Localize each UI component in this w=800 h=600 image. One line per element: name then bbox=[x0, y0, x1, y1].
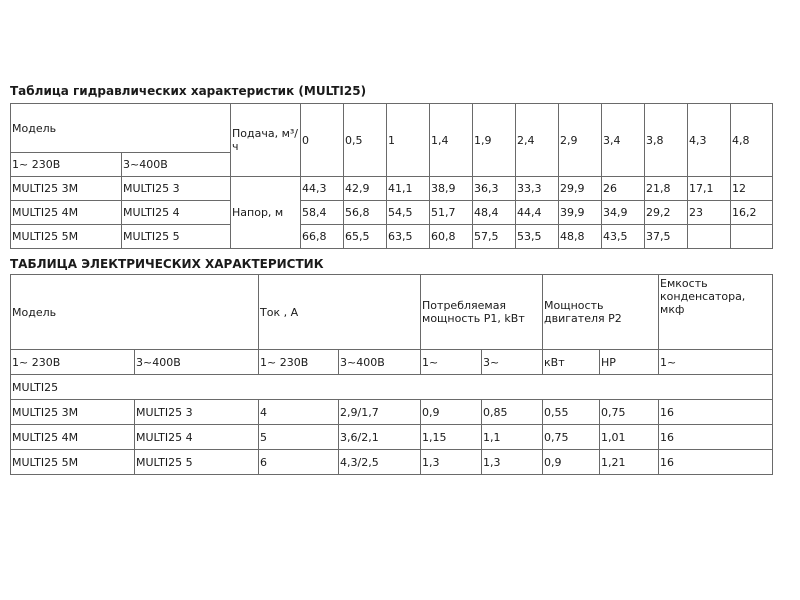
table-row bbox=[11, 225, 773, 249]
motor-hp: 0,75 bbox=[600, 400, 659, 425]
electrical-subheader-row bbox=[11, 350, 773, 375]
motor-hp: 1,01 bbox=[600, 425, 659, 450]
current-1ph-header: 1~ 230В bbox=[259, 350, 339, 375]
head-value: 12 bbox=[731, 177, 773, 201]
flow-value: 1,9 bbox=[473, 104, 516, 177]
head-value: 65,5 bbox=[344, 225, 387, 249]
hydraulic-table bbox=[10, 103, 773, 249]
group-label: MULTI25 bbox=[11, 375, 773, 400]
model-1ph: MULTI25 5M bbox=[11, 450, 135, 475]
head-value: 36,3 bbox=[473, 177, 516, 201]
table-row bbox=[11, 425, 773, 450]
power-header: Потребляемая мощность P1, kВт bbox=[421, 275, 543, 350]
capacitor-header: Емкость конденсатора, мкф bbox=[659, 275, 773, 350]
model-1ph: MULTI25 5M bbox=[11, 225, 122, 249]
current-1ph: 4 bbox=[259, 400, 339, 425]
head-value: 37,5 bbox=[645, 225, 688, 249]
electrical-header-row bbox=[11, 275, 773, 350]
three-phase-header: 3~400В bbox=[135, 350, 259, 375]
capacitor: 16 bbox=[659, 425, 773, 450]
current-3ph: 4,3/2,5 bbox=[339, 450, 421, 475]
flow-value: 4,8 bbox=[731, 104, 773, 177]
power-3ph-header: 3~ bbox=[482, 350, 543, 375]
model-3ph: MULTI25 4 bbox=[122, 201, 231, 225]
current-3ph-header: 3~400В bbox=[339, 350, 421, 375]
head-value: 44,3 bbox=[301, 177, 344, 201]
flow-header: Подача, м³/ч bbox=[231, 104, 301, 177]
head-value: 39,9 bbox=[559, 201, 602, 225]
head-value: 56,8 bbox=[344, 201, 387, 225]
model-header: Модель bbox=[11, 275, 259, 350]
model-1ph: MULTI25 4M bbox=[11, 201, 122, 225]
three-phase-header: 3~400В bbox=[122, 153, 231, 177]
model-3ph: MULTI25 5 bbox=[122, 225, 231, 249]
motor-power-header: Мощность двигателя P2 bbox=[543, 275, 659, 350]
flow-value: 4,3 bbox=[688, 104, 731, 177]
table-row bbox=[11, 201, 773, 225]
kw-header: кВт bbox=[543, 350, 600, 375]
hp-header: HP bbox=[600, 350, 659, 375]
model-3ph: MULTI25 4 bbox=[135, 425, 259, 450]
model-3ph: MULTI25 3 bbox=[122, 177, 231, 201]
head-label: Напор, м bbox=[231, 177, 301, 249]
head-value: 58,4 bbox=[301, 201, 344, 225]
head-value: 26 bbox=[602, 177, 645, 201]
motor-kw: 0,55 bbox=[543, 400, 600, 425]
power-1ph-header: 1~ bbox=[421, 350, 482, 375]
flow-value: 1 bbox=[387, 104, 430, 177]
model-header: Модель bbox=[11, 104, 231, 153]
group-row bbox=[11, 375, 773, 400]
power-1ph: 1,15 bbox=[421, 425, 482, 450]
hydraulic-table-title: Таблица гидравлических характеристик (MULTI25) bbox=[10, 84, 367, 98]
head-value: 53,5 bbox=[516, 225, 559, 249]
flow-value: 3,4 bbox=[602, 104, 645, 177]
head-value: 60,8 bbox=[430, 225, 473, 249]
motor-kw: 0,9 bbox=[543, 450, 600, 475]
head-value: 42,9 bbox=[344, 177, 387, 201]
head-value: 34,9 bbox=[602, 201, 645, 225]
current-3ph: 2,9/1,7 bbox=[339, 400, 421, 425]
head-value bbox=[731, 225, 773, 249]
current-1ph: 6 bbox=[259, 450, 339, 475]
power-1ph: 1,3 bbox=[421, 450, 482, 475]
power-3ph: 0,85 bbox=[482, 400, 543, 425]
head-value: 38,9 bbox=[430, 177, 473, 201]
motor-hp: 1,21 bbox=[600, 450, 659, 475]
head-value: 54,5 bbox=[387, 201, 430, 225]
table-row bbox=[11, 400, 773, 425]
head-value: 17,1 bbox=[688, 177, 731, 201]
single-phase-header: 1~ 230В bbox=[11, 153, 122, 177]
head-value: 48,8 bbox=[559, 225, 602, 249]
flow-value: 3,8 bbox=[645, 104, 688, 177]
current-3ph: 3,6/2,1 bbox=[339, 425, 421, 450]
motor-kw: 0,75 bbox=[543, 425, 600, 450]
power-1ph: 0,9 bbox=[421, 400, 482, 425]
flow-value: 2,9 bbox=[559, 104, 602, 177]
capacitor: 16 bbox=[659, 450, 773, 475]
table-row bbox=[11, 450, 773, 475]
head-value: 51,7 bbox=[430, 201, 473, 225]
power-3ph: 1,3 bbox=[482, 450, 543, 475]
head-value: 43,5 bbox=[602, 225, 645, 249]
model-1ph: MULTI25 3M bbox=[11, 400, 135, 425]
flow-value: 0,5 bbox=[344, 104, 387, 177]
model-3ph: MULTI25 3 bbox=[135, 400, 259, 425]
head-value bbox=[688, 225, 731, 249]
head-value: 57,5 bbox=[473, 225, 516, 249]
head-value: 33,3 bbox=[516, 177, 559, 201]
head-value: 44,4 bbox=[516, 201, 559, 225]
head-value: 66,8 bbox=[301, 225, 344, 249]
table-row bbox=[11, 177, 773, 201]
flow-value: 0 bbox=[301, 104, 344, 177]
hydraulic-header-row bbox=[11, 104, 773, 153]
head-value: 23 bbox=[688, 201, 731, 225]
head-value: 29,9 bbox=[559, 177, 602, 201]
current-1ph: 5 bbox=[259, 425, 339, 450]
flow-value: 2,4 bbox=[516, 104, 559, 177]
capacitor: 16 bbox=[659, 400, 773, 425]
current-header: Ток , А bbox=[259, 275, 421, 350]
model-1ph: MULTI25 4M bbox=[11, 425, 135, 450]
electrical-table-title: ТАБЛИЦА ЭЛЕКТРИЧЕСКИХ ХАРАКТЕРИСТИК bbox=[10, 257, 324, 271]
head-value: 63,5 bbox=[387, 225, 430, 249]
electrical-table bbox=[10, 274, 773, 475]
head-value: 16,2 bbox=[731, 201, 773, 225]
head-value: 21,8 bbox=[645, 177, 688, 201]
head-value: 29,2 bbox=[645, 201, 688, 225]
head-value: 41,1 bbox=[387, 177, 430, 201]
capacitor-1ph-header: 1~ bbox=[659, 350, 773, 375]
head-value: 48,4 bbox=[473, 201, 516, 225]
flow-value: 1,4 bbox=[430, 104, 473, 177]
single-phase-header: 1~ 230В bbox=[11, 350, 135, 375]
model-1ph: MULTI25 3M bbox=[11, 177, 122, 201]
power-3ph: 1,1 bbox=[482, 425, 543, 450]
model-3ph: MULTI25 5 bbox=[135, 450, 259, 475]
